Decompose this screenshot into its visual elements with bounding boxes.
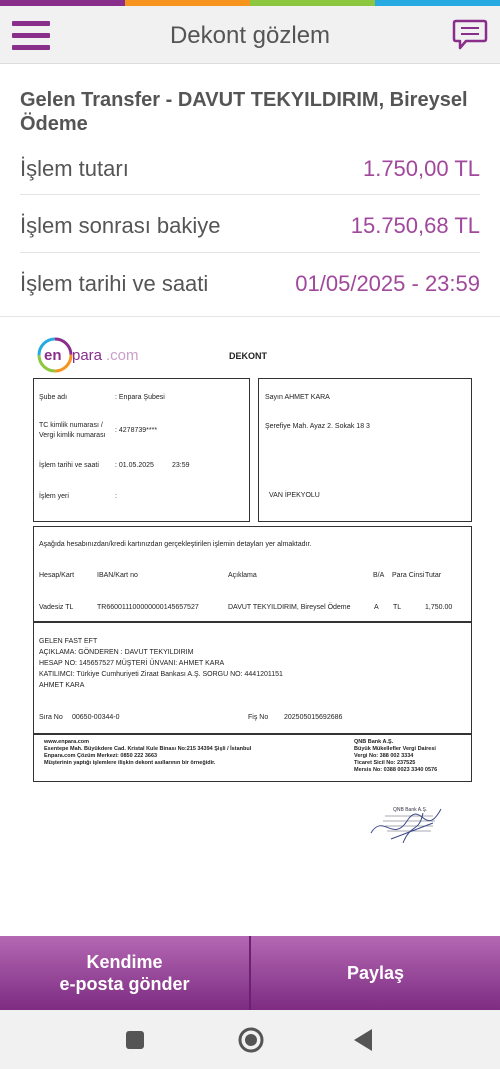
system-nav-bar <box>0 1010 500 1069</box>
action-bar <box>0 936 500 1010</box>
chat-message-icon[interactable] <box>452 18 488 52</box>
col-currency: Para Cinsi <box>392 572 425 579</box>
fis-value: 202505015692686 <box>284 714 343 721</box>
amount-value: 1.750,00 TL <box>362 156 480 181</box>
logo-com-text: .com <box>106 347 139 364</box>
info-line-4: KATILIMCI: Türkiye Cumhuriyeti Ziraat Bankası A.Ş. SORGU NO: 4441201151 <box>39 671 283 678</box>
datetime-value: 01/05/2025 - 23:59 <box>295 271 480 296</box>
col-amount: Tutar <box>425 572 442 579</box>
footer-mersis: Mersis No: 0388 0023 3340 0576 <box>354 767 438 773</box>
recipient-name: Sayın AHMET KARA <box>265 394 330 401</box>
enpara-logo <box>37 337 147 373</box>
receipt-document <box>33 335 472 813</box>
receipt-title: DEKONT <box>229 351 267 361</box>
recipient-district: VAN İPEKYOLU <box>269 492 320 499</box>
footer-callcenter: Enpara.com Çözüm Merkezi: 0850 222 3663 <box>44 753 158 759</box>
stamp-text: QNB Bank A.Ş. <box>393 807 428 813</box>
recipient-address: Şerefiye Mah. Ayaz 2. Sokak 18 3 <box>265 423 370 430</box>
info-line-3: HESAP NO: 145657527 MÜŞTERİ ÜNVANI: AHMET KARA <box>39 660 225 667</box>
sira-label: Sıra No <box>39 714 63 721</box>
transaction-summary <box>0 64 500 316</box>
datetime-row <box>20 263 480 303</box>
amount-label: İşlem tutarı <box>20 156 129 181</box>
transfer-info-box <box>33 622 472 734</box>
date-value: : 01.05.2025 <box>115 462 154 469</box>
row-ba: A <box>374 604 379 611</box>
col-ba: B/A <box>373 572 385 579</box>
branch-value: : Enpara Şubesi <box>115 394 165 401</box>
footer-trade-reg: Ticaret Sicil No: 237525 <box>354 760 416 766</box>
customer-info-box <box>33 378 250 522</box>
place-value: : <box>115 493 117 500</box>
date-label: İşlem tarihi ve saati <box>39 462 99 469</box>
tc-label-1: TC kimlik numarası / <box>39 422 103 429</box>
transaction-title: Gelen Transfer - DAVUT TEKYILDIRIM, Bireysel Ödeme <box>20 89 468 135</box>
col-account: Hesap/Kart <box>39 572 75 579</box>
info-line-5: AHMET KARA <box>39 682 85 689</box>
recents-square-icon[interactable] <box>125 1030 145 1055</box>
datetime-label: İşlem tarihi ve saati <box>20 271 209 296</box>
email-myself-button[interactable] <box>0 936 249 1010</box>
balance-row <box>20 205 480 245</box>
divider <box>20 252 480 253</box>
balance-label: İşlem sonrası bakiye <box>20 213 221 238</box>
share-button[interactable] <box>249 936 500 1010</box>
receipt-viewer[interactable] <box>0 316 500 936</box>
tc-value: : 4278739**** <box>115 427 158 434</box>
place-label: İşlem yeri <box>39 493 69 500</box>
receipt-footer <box>33 734 472 782</box>
footer-note: Müşterinin yaptığı işlemlere ilişkin dekont asıllarının bir örneğidir. <box>44 760 216 766</box>
info-line-1: GELEN FAST EFT <box>39 638 98 645</box>
col-iban: IBAN/Kart no <box>97 572 138 579</box>
divider <box>20 194 480 195</box>
sira-value: 00650-00344-0 <box>72 714 120 721</box>
tc-label-2: Vergi kimlik numarası <box>39 432 106 439</box>
col-description: Açıklama <box>228 572 257 579</box>
footer-tax-no: Vergi No: 388 002 3334 <box>354 753 414 759</box>
row-iban: TR660011100000000145657527 <box>97 604 199 611</box>
row-account: Vadesiz TL <box>39 604 74 611</box>
share-label: Paylaş <box>346 963 405 983</box>
footer-bank: QNB Bank A.Ş. <box>354 739 394 745</box>
branch-label: Şube adı <box>39 394 68 401</box>
row-currency: TL <box>393 604 402 611</box>
bank-stamp-signature <box>363 803 453 851</box>
address-box <box>258 378 472 522</box>
home-circle-icon[interactable] <box>237 1026 265 1059</box>
amount-row <box>20 148 480 188</box>
row-amount: 1,750.00 <box>425 604 453 611</box>
transaction-details-box <box>33 526 472 622</box>
app-bar <box>0 6 500 64</box>
details-intro: Aşağıda hesabınızdan/kredi kartınızdan gerçekleştirilen işlemin detayları yer almaktadır. <box>39 541 312 548</box>
fis-label: Fiş No <box>248 714 269 721</box>
logo-para-text: para <box>72 347 103 364</box>
footer-address: Esentepe Mah. Büyükdere Cad. Kristal Kule Binası No:215 34394 Şişli / İstanbul <box>44 746 252 752</box>
footer-tax-office: Büyük Mükellefler Vergi Dairesi <box>354 746 436 752</box>
logo-en-text: en <box>44 347 62 364</box>
balance-value: 15.750,68 TL <box>350 213 480 238</box>
email-myself-label: Kendime e-posta gönder <box>59 952 190 994</box>
footer-web: www.enpara.com <box>44 739 90 745</box>
row-description: DAVUT TEKYILDIRIM, Bireysel Ödeme <box>228 604 351 611</box>
page-title: Dekont gözlem <box>169 22 331 49</box>
info-line-2: AÇIKLAMA: GÖNDEREN : DAVUT TEKYILDIRIM <box>39 649 194 656</box>
time-value: 23:59 <box>172 462 190 469</box>
back-triangle-icon[interactable] <box>353 1028 373 1057</box>
